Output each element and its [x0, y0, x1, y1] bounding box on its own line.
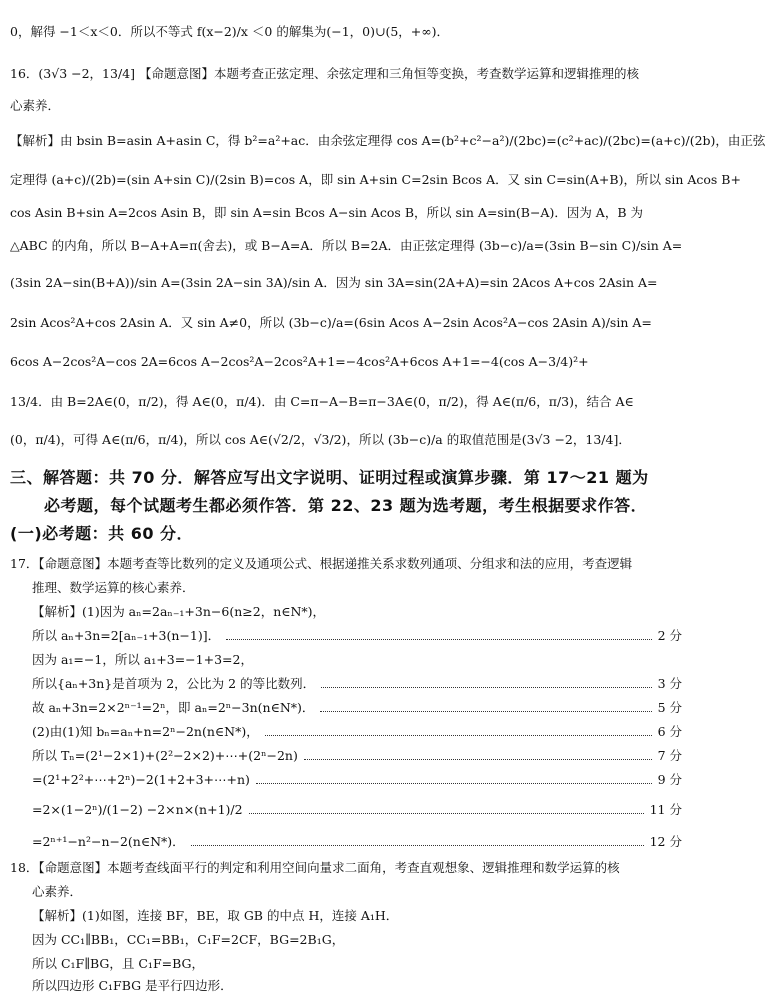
- q18-intro-cont: 心素养．: [32, 884, 83, 899]
- q16-solution-line: (3sin 2A−sin(B+A))/sin A=(3sin 2A−sin 3A)/sin A．因为 sin 3A=sin(2A+A)=sin 2Acos A+cos 2Asin A=: [10, 275, 658, 290]
- leader-dots: [249, 800, 644, 814]
- q16-solution-line: △ABC 的内角，所以 B−A+A=π(舍去)，或 B−A=A．所以 B=2A．由正弦定理得 (3b−c)/a=(3sin B−sin C)/sin A=: [10, 238, 683, 253]
- score-label: 5 分: [657, 700, 682, 715]
- step-text: 所以{aₙ+3n}是首项为 2，公比为 2 的等比数列．: [32, 676, 316, 691]
- score-label: 9 分: [657, 772, 682, 787]
- leader-dots: [321, 674, 651, 688]
- section-three-heading-cont: 必考题，每个试题考生都必须作答．第 22、23 题为选考题，考生根据要求作答．: [44, 496, 648, 515]
- step-text: 所以 aₙ+3n=2[aₙ₋₁+3(n−1)]．: [32, 628, 221, 643]
- q16-solution-line: 定理得 (a+c)/(2b)=(sin A+sin C)/(2sin B)=cos A，即 sin A+sin C=2sin Bcos A．又 sin C=sin(A+B)，所以 sin Acos B+: [10, 172, 741, 187]
- q17-step: [32, 698, 682, 718]
- score-label: 2 分: [657, 628, 682, 643]
- q16-solution-line: 13/4．由 B=2A∈(0，π/2)，得 A∈(0，π/4)．由 C=π−A−B=π−3A∈(0，π/2)，得 A∈(π/6，π/3)，结合 A∈: [10, 394, 634, 409]
- leader-dots: [226, 626, 651, 640]
- q17-step: [32, 832, 682, 852]
- score-label: 7 分: [657, 748, 682, 763]
- q16-solution-line: 2sin Acos²A+cos 2Asin A．又 sin A≠0，所以 (3b−c)/a=(6sin Acos A−2sin Acos²A−cos 2Asin A)/sin A=: [10, 315, 652, 330]
- leader-dots: [191, 832, 644, 846]
- step-text: =2ⁿ⁺¹−n²−n−2(n∈N*)．: [32, 834, 185, 849]
- q18-step: 【解析】(1)如图，连接 BF，BE，取 GB 的中点 H，连接 A₁H．: [32, 908, 399, 923]
- q18-step: 所以 C₁F∥BG，且 C₁F=BG，: [32, 956, 204, 971]
- q17-intro: 17．【命题意图】本题考查等比数列的定义及通项公式、根据递推关系求数列通项、分组求和法的应用，考查逻辑: [10, 556, 633, 571]
- q18-step: 因为 CC₁∥BB₁，CC₁=BB₁，C₁F=2CF，BG=2B₁G，: [32, 932, 345, 947]
- q17-step: [32, 770, 682, 790]
- q17-step: 因为 a₁=−1，所以 a₁+3=−1+3=2，: [32, 652, 253, 667]
- score-label: 11 分: [649, 802, 682, 817]
- score-label: 12 分: [649, 834, 682, 849]
- q16-solution-line: 【解析】由 bsin B=asin A+asin C，得 b²=a²+ac．由余弦定理得 cos A=(b²+c²−a²)/(2bc)=(c²+ac)/(2bc)=(a+c)/(2b)，由正弦: [10, 133, 765, 148]
- q15-end-line: 0，解得 −1＜x＜0．所以不等式 f(x−2)/x ＜0 的解集为(−1，0)∪(5，+∞)．: [10, 24, 450, 39]
- leader-dots: [265, 722, 652, 736]
- q16-solution-line: 6cos A−2cos²A−cos 2A=6cos A−2cos²A−2cos²A+1=−4cos²A+6cos A+1=−4(cos A−3/4)²+: [10, 354, 589, 369]
- q17-step: 【解析】(1)因为 aₙ=2aₙ₋₁+3n−6(n≥2，n∈N*)，: [32, 604, 326, 619]
- step-text: (2)由(1)知 bₙ=aₙ+n=2ⁿ−2n(n∈N*)，: [32, 724, 259, 739]
- q18-step: 所以四边形 C₁FBG 是平行四边形．: [32, 978, 233, 993]
- leader-dots: [320, 698, 651, 712]
- leader-dots: [256, 770, 652, 784]
- q16-solution-line: (0，π/4)，可得 A∈(π/6，π/4)，所以 cos A∈(√2/2，√3/2)，所以 (3b−c)/a 的取值范围是(3√3 −2，13/4]．: [10, 432, 631, 447]
- leader-dots: [304, 746, 652, 760]
- score-label: 3 分: [657, 676, 682, 691]
- q16-solution-line: cos Asin B+sin A=2cos Asin B，即 sin A=sin Bcos A−sin Acos B，所以 sin A=sin(B−A)．因为 A，B 为: [10, 205, 643, 220]
- q16-header-line: 16．(3√3 −2，13/4] 【命题意图】本题考查正弦定理、余弦定理和三角恒等变换，考查数学运算和逻辑推理的核: [10, 66, 639, 81]
- step-text: 所以 Tₙ=(2¹−2×1)+(2²−2×2)+⋯+(2ⁿ−2n): [32, 748, 298, 763]
- step-text: 故 aₙ+3n=2×2ⁿ⁻¹=2ⁿ，即 aₙ=2ⁿ−3n(n∈N*)．: [32, 700, 315, 715]
- section-one-heading: (一)必考题：共 60 分．: [10, 524, 194, 543]
- q16-intro-cont: 心素养．: [10, 98, 61, 113]
- q17-step: [32, 674, 682, 694]
- score-label: 6 分: [657, 724, 682, 739]
- q18-intro: 18．【命题意图】本题考查线面平行的判定和利用空间向量求二面角，考查直观想象、逻辑推理和数学运算的核: [10, 860, 620, 875]
- step-text: =(2¹+2²+⋯+2ⁿ)−2(1+2+3+⋯+n): [32, 772, 250, 787]
- q17-intro-cont: 推理、数学运算的核心素养．: [32, 580, 195, 595]
- q17-step: [32, 800, 682, 820]
- q17-step: [32, 626, 682, 646]
- step-text: =2×(1−2ⁿ)/(1−2) −2×n×(n+1)/2: [32, 802, 243, 817]
- q17-step: [32, 746, 682, 766]
- q17-step: [32, 722, 682, 742]
- section-three-heading: 三、解答题：共 70 分．解答应写出文字说明、证明过程或演算步骤．第 17～21 题为: [10, 468, 649, 487]
